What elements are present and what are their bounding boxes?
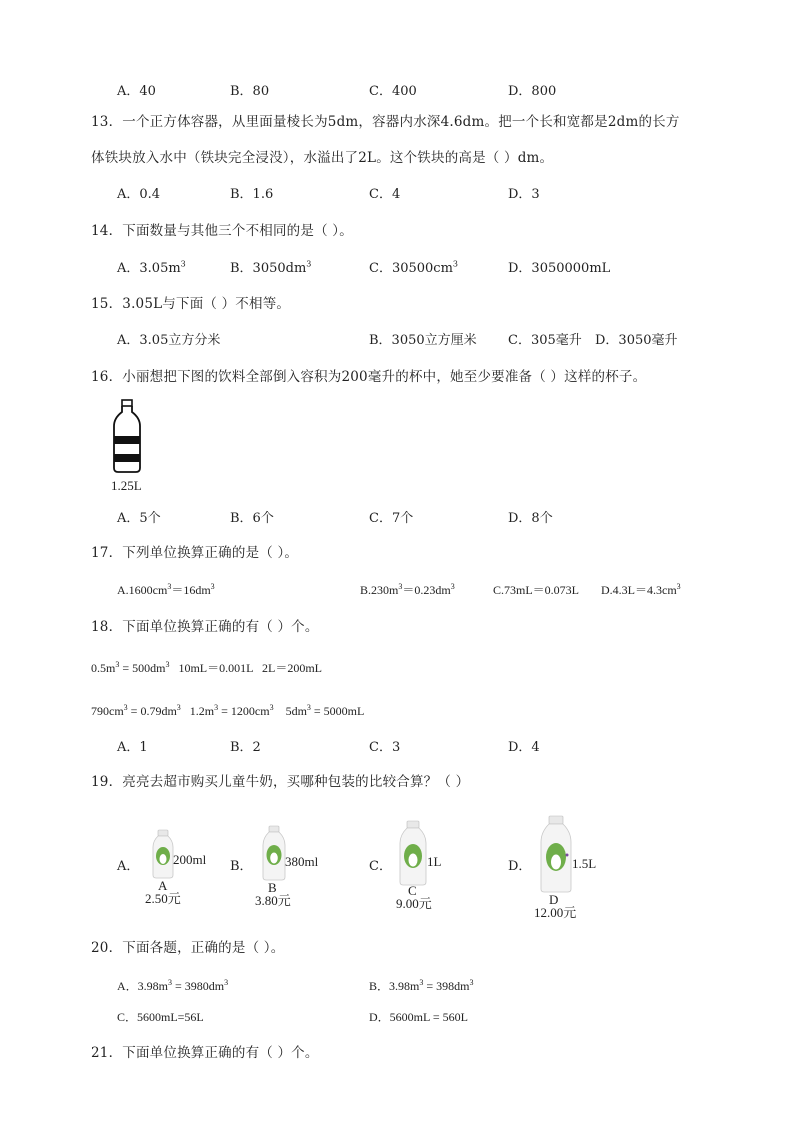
q19-option-a-price: 2.50元 (145, 891, 181, 906)
q19-option-b-price: 3.80元 (255, 893, 291, 908)
q17-option-c: C.73mL＝0.073L (493, 583, 579, 597)
q20-option-d: D．5600mL = 560L (369, 1010, 468, 1024)
q15-stem: 15．3.05L与下面（ ）不相等。 (91, 296, 291, 312)
q16-bottle-label: 1.25L (111, 478, 142, 493)
q19-option-c-price: 9.00元 (396, 896, 432, 911)
q16-option-b: B．6个 (230, 511, 274, 526)
q19-option-c-prefix: C． (369, 859, 392, 874)
q13-option-c: C．4 (369, 187, 401, 202)
q15-option-d: D．3050毫升 (595, 333, 678, 348)
q15-option-b: B．3050立方厘米 (369, 333, 477, 348)
q13-stem-line2: 体铁块放入水中（铁块完全浸没），水溢出了2L。这个铁块的高是（ ）dm。 (91, 150, 554, 166)
q19-stem: 19．亮亮去超市购买儿童牛奶，买哪种包装的比较合算？（ ） (91, 774, 470, 790)
q13-option-b: B．1.6 (230, 187, 274, 202)
q13-option-d: D．3 (508, 187, 540, 202)
q18-option-d: D．4 (508, 740, 540, 755)
bottle-icon (108, 398, 146, 474)
q17-stem: 17．下列单位换算正确的是（ ）。 (91, 545, 299, 561)
q19-option-c-volume: 1L (427, 854, 442, 869)
q14-option-b: B．$3050dm^3$ (230, 259, 312, 276)
q13-option-a: A．0.4 (117, 187, 161, 202)
q12-option-b: B．80 (230, 84, 270, 99)
q19-option-c-letter: C (408, 883, 417, 898)
q19-option-d-price: 12.00元 (534, 905, 577, 920)
q17-option-a: $A.1600cm^3=16dm^3$ (117, 582, 215, 597)
q20-stem: 20．下面各题，正确的是（ ）。 (91, 940, 285, 956)
q21-stem: 21．下面单位换算正确的有（ ）个。 (91, 1045, 319, 1061)
q18-stem: 18．下面单位换算正确的有（ ）个。 (91, 619, 319, 635)
milk-bottle-icon (539, 815, 573, 893)
q16-option-c: C．7个 (369, 511, 414, 526)
q20-option-b: B．$3.98m^3 = 398dm^3$ (369, 978, 474, 993)
q18-row-1: $0.5m^3 = 500dm^3$ 10mL＝0.001L 2L＝200mL (91, 660, 322, 675)
q15-option-a: A．3.05立方分米 (117, 333, 221, 348)
q19-option-b-volume: 380ml (285, 854, 319, 869)
q15-option-c: C．305毫升 (508, 333, 582, 348)
q14-option-a: A．$3.05m^3$ (117, 259, 186, 276)
milk-bottle-icon (151, 829, 175, 879)
q16-option-a: A．5个 (117, 511, 161, 526)
q16-option-d: D．8个 (508, 511, 553, 526)
q19-option-d-letter: D (549, 892, 559, 907)
q12-option-c: C．400 (369, 84, 417, 99)
milk-bottle-icon (398, 820, 428, 886)
q14-stem: 14．下面数量与其他三个不相同的是（ ）。 (91, 223, 353, 239)
q17-option-d: $D.4.3L=4.3cm^3$ (601, 582, 681, 597)
q18-row-2: $790cm^3 = 0.79dm^3$ $1.2m^3 = 1200cm^3$ $5dm^3 = 5000mL$ (91, 703, 365, 718)
q20-option-a: A．$3.98m^3 = 3980dm^3$ (117, 978, 229, 993)
q19-option-b-prefix: B． (230, 859, 253, 874)
q19-option-b-letter: B (268, 880, 277, 895)
q20-option-c: C．5600mL=56L (117, 1010, 204, 1024)
q13-stem-line1: 13．一个正方体容器，从里面量棱长为5dm，容器内水深4.6dm。把一个长和宽都是2dm的长方 (91, 114, 680, 130)
q18-option-c: C．3 (369, 740, 401, 755)
q18-option-b: B．2 (230, 740, 261, 755)
q17-option-b: $B.230m^3=0.23dm^3$ (360, 582, 455, 597)
q19-option-a-volume: 200ml (173, 852, 207, 867)
q16-stem: 16．小丽想把下图的饮料全部倒入容积为200毫升的杯中，她至少要准备（ ）这样的杯子。 (91, 369, 647, 385)
q19-option-d-volume: 1.5L (572, 856, 597, 871)
q19-option-d-prefix: D． (508, 859, 532, 874)
q18-option-a: A．1 (117, 740, 148, 755)
q19-option-a-letter: A (158, 878, 168, 893)
q14-option-c: C．$30500cm^3$ (369, 259, 459, 276)
q14-option-d: D．3050000mL (508, 261, 611, 276)
q12-option-a: A．40 (117, 84, 156, 99)
q19-option-a-prefix: A． (117, 859, 140, 874)
q12-option-d: D．800 (508, 84, 557, 99)
milk-bottle-icon (261, 825, 287, 881)
